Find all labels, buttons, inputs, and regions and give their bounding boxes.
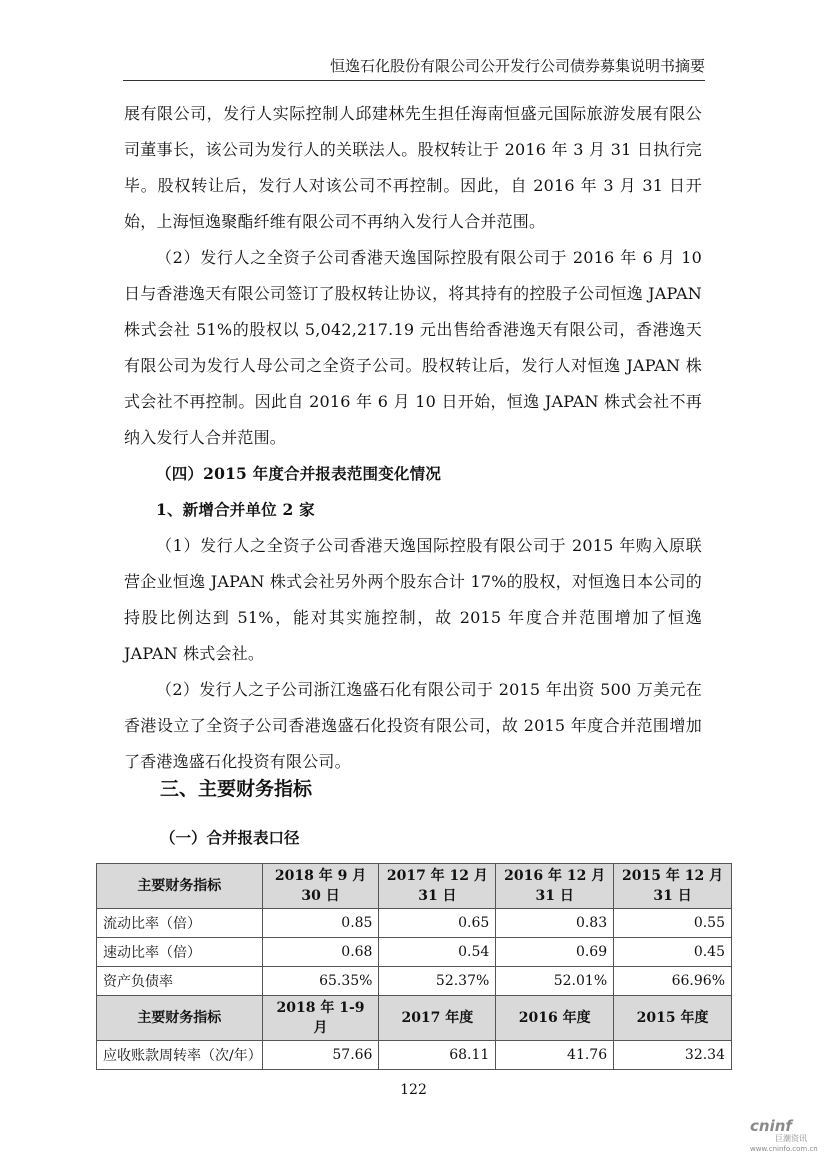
table-cell: 41.76 <box>496 1041 614 1070</box>
table-cell: 32.34 <box>614 1041 732 1070</box>
table-cell: 0.85 <box>262 909 379 938</box>
page-number: 122 <box>400 1082 427 1098</box>
table-cell: 66.96% <box>614 967 732 996</box>
table-cell: 65.35% <box>262 967 379 996</box>
table-cell: 52.37% <box>379 967 496 996</box>
table-cell: 57.66 <box>262 1041 379 1070</box>
table-cell: 资产负债率 <box>97 967 263 996</box>
table-cell: 速动比率（倍） <box>97 938 263 967</box>
table-row <box>97 967 732 996</box>
table-header-row <box>97 864 732 909</box>
table-header-cell: 主要财务指标 <box>97 996 263 1041</box>
item-heading-new-units: 1、新增合并单位 2 家 <box>156 500 315 519</box>
table-header-cell: 2015 年 12 月 31 日 <box>614 864 732 909</box>
table-cell: 52.01% <box>496 967 614 996</box>
paragraph-4: （2）发行人之子公司浙江逸盛石化有限公司于 2015 年出资 500 万美元在香港设立了全资子公司香港逸盛石化投资有限公司，故 2015 年度合并范围增加了香港逸盛石化投资有限公司。 <box>124 680 702 771</box>
table-row <box>97 938 732 967</box>
logo-url: www.cninfo.com.cn <box>750 1145 818 1153</box>
paragraph-2: （2）发行人之全资子公司香港天逸国际控股有限公司于 2016 年 6 月 10 日与香港逸天有限公司签订了股权转让协议，将其持有的控股子公司恒逸 JAPAN 株式会社 51%的股权以 5,042,217.19 元出售给香港逸天有限公司，香港逸天有限公司为发行人母公司之全资子公司。股权转让后，发行人对恒逸 JAPAN 株式会社不再控制。因此自 2016 年 6 月 10 日开始，恒逸 JAPAN 株式会社不再纳入发行人合并范围。 <box>124 248 702 447</box>
table-header-cell: 2016 年 12 月 31 日 <box>496 864 614 909</box>
subsection-heading-2015: （四）2015 年度合并报表范围变化情况 <box>156 464 442 483</box>
table-cell: 0.45 <box>614 938 732 967</box>
table-header-cell: 主要财务指标 <box>97 864 263 909</box>
section-heading: 三、主要财务指标 <box>160 778 313 800</box>
table-header-cell: 2018 年 9 月 30 日 <box>262 864 379 909</box>
table-row <box>97 909 732 938</box>
body-text <box>124 96 702 780</box>
running-header: 恒逸石化股份有限公司公开发行公司债券募集说明书摘要 <box>329 57 705 75</box>
table-cell: 0.54 <box>379 938 496 967</box>
table-cell: 0.55 <box>614 909 732 938</box>
paragraph-3: （1）发行人之全资子公司香港天逸国际控股有限公司于 2015 年购入原联营企业恒逸 JAPAN 株式会社另外两个股东合计 17%的股权，对恒逸日本公司的持股比例达到 51%，能对其实施控制，故 2015 年度合并范围增加了恒逸 JAPAN 株式会社。 <box>124 536 702 663</box>
table-header-cell: 2017 年度 <box>379 996 496 1041</box>
table-cell: 0.68 <box>262 938 379 967</box>
financial-indicators-table <box>96 863 732 1070</box>
table-heading: （一）合并报表口径 <box>160 828 300 847</box>
table-row <box>97 1041 732 1070</box>
paragraph-continued: 展有限公司，发行人实际控制人邱建林先生担任海南恒盛元国际旅游发展有限公司董事长，该公司为发行人的关联法人。股权转让于 2016 年 3 月 31 日执行完毕。股权转让后，发行人对该公司不再控制。因此，自 2016 年 3 月 31 日开始，上海恒逸聚酯纤维有限公司不再纳入发行人合并范围。 <box>124 104 702 231</box>
table-cell: 0.65 <box>379 909 496 938</box>
table-header-cell: 2018 年 1-9 月 <box>262 996 379 1041</box>
logo-chinese-name: 巨潮资讯 <box>775 1134 807 1143</box>
table-cell: 0.69 <box>496 938 614 967</box>
table-header-cell: 2017 年 12 月 31 日 <box>379 864 496 909</box>
header-rule <box>123 80 705 81</box>
table-header-cell: 2016 年度 <box>496 996 614 1041</box>
table-header-row <box>97 996 732 1041</box>
table-cell: 68.11 <box>379 1041 496 1070</box>
table-header-cell: 2015 年度 <box>614 996 732 1041</box>
table-cell: 0.83 <box>496 909 614 938</box>
cninfo-logo <box>750 1118 822 1164</box>
logo-wordmark: cninf <box>750 1117 792 1135</box>
table-cell: 应收账款周转率（次/年） <box>97 1041 263 1070</box>
table-cell: 流动比率（倍） <box>97 909 263 938</box>
